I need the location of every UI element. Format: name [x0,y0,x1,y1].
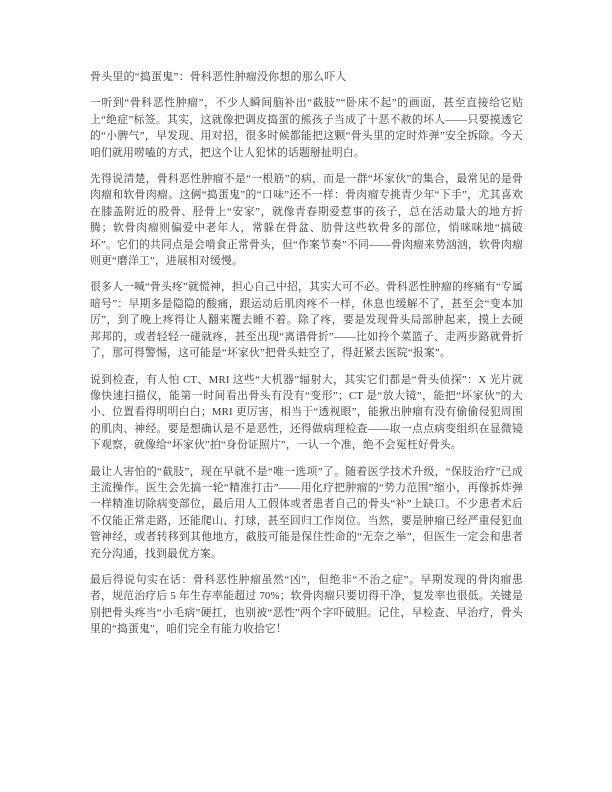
paragraph-treatment: 最让人害怕的“截肢”，现在早就不是“唯一选项”了。随着医学技术升级，“保肢治疗”已成主流操作。医生会先搞一轮“精准打击”——用化疗把肿瘤的“势力范围”缩小，再像拆炸弹一样精准切除病变部位，最后用人工假体或者患者自己的骨头“补”上缺口。不少患者术后不仅能正常走路，还能爬山、打球，甚至回归工作岗位。当然，要是肿瘤已经严重侵犯血管神经，或者转移到其他地方，截肢可能是保住性命的“无奈之举”，但医生一定会和患者充分沟通，找到最优方案。 [90,465,523,560]
document-title: 骨头里的“捣蛋鬼”：骨科恶性肿瘤没你想的那么吓人 [90,71,347,83]
paragraph-intro: 一听到“骨科恶性肿瘤”，不少人瞬间脑补出“截肢”“卧床不起”的画面，甚至直接给它贴上“绝症”标签。其实，这就像把调皮捣蛋的熊孩子当成了十恶不赦的坏人——只要摸透它的“小脾气”，早发现、用对招，很多时候都能把这颗“骨头里的定时炸弹”安全拆除。今天咱们就用唠嗑的方式，把这个让人犯怵的话题掰扯明白。 [90,97,523,159]
paragraph-tumor-types: 先得说清楚，骨科恶性肿瘤不是“一根筋”的病，而是一群“坏家伙”的集合，最常见的是骨肉瘤和软骨肉瘤。这俩“捣蛋鬼”的“口味”还不一样：骨肉瘤专挑青少年“下手”，尤其喜欢在膝盖附近的股骨、胫骨上“安家”，就像青春期爱惹事的孩子，总在活动量大的地方折腾；软骨肉瘤则偏爱中老年人，常躲在骨盆、肋骨这些软骨多的部位，悄咪咪地“搞破坏”。它们的共同点是会啃食正常骨头，但“作案节奏”不同——骨肉瘤来势汹汹，软骨肉瘤则更“磨洋工”，进展相对缓慢。 [90,173,523,268]
paragraph-symptoms: 很多人一喊“骨头疼”就慌神，担心自己中招，其实大可不必。骨科恶性肿瘤的疼痛有“专属暗号”：早期多是隐隐的酸痛，跟运动后肌肉疼不一样，休息也缓解不了，甚至会“变本加厉”，到了晚上疼得让人翻来覆去睡不着。除了疼，要是发现骨头局部肿起来，摸上去硬邦邦的，或者轻轻一碰就疼，甚至出现“离谱骨折”——比如拎个菜篮子、走两步路就骨折了，那可得警惕，这可能是“坏家伙”把骨头蛀空了，得赶紧去医院“报案”。 [90,281,523,360]
paragraph-diagnosis: 说到检查，有人怕 CT、MRI 这些“大机器”辐射大，其实它们都是“骨头侦探”：X 光片就像快速扫描仪，能第一时间看出骨头有没有“变形”；CT 是“放大镜”，能把“坏家伙”的大小、位置看得明明白白；MRI 更厉害，相当于“透视眼”，能揪出肿瘤有没有偷偷侵犯周围的肌肉、神经。要是想确认是不是恶性，还得做病理检查——取一点点病变组织在显微镜下观察，就像给“坏家伙”拍“身份证照片”，一认一个准，绝不会冤枉好骨头。 [90,373,523,452]
paragraph-conclusion: 最后得说句实在话：骨科恶性肿瘤虽然“凶”，但绝非“不治之症”。早期发现的骨肉瘤患者，规范治疗后 5 年生存率能超过 70%；软骨肉瘤只要切得干净，复发率也很低。关键是别把骨头疼当“小毛病”硬扛，也别被“恶性”两个字吓破胆。记住，早检查、早治疗，骨头里的“捣蛋鬼”，咱们完全有能力收拾它！ [90,573,523,636]
